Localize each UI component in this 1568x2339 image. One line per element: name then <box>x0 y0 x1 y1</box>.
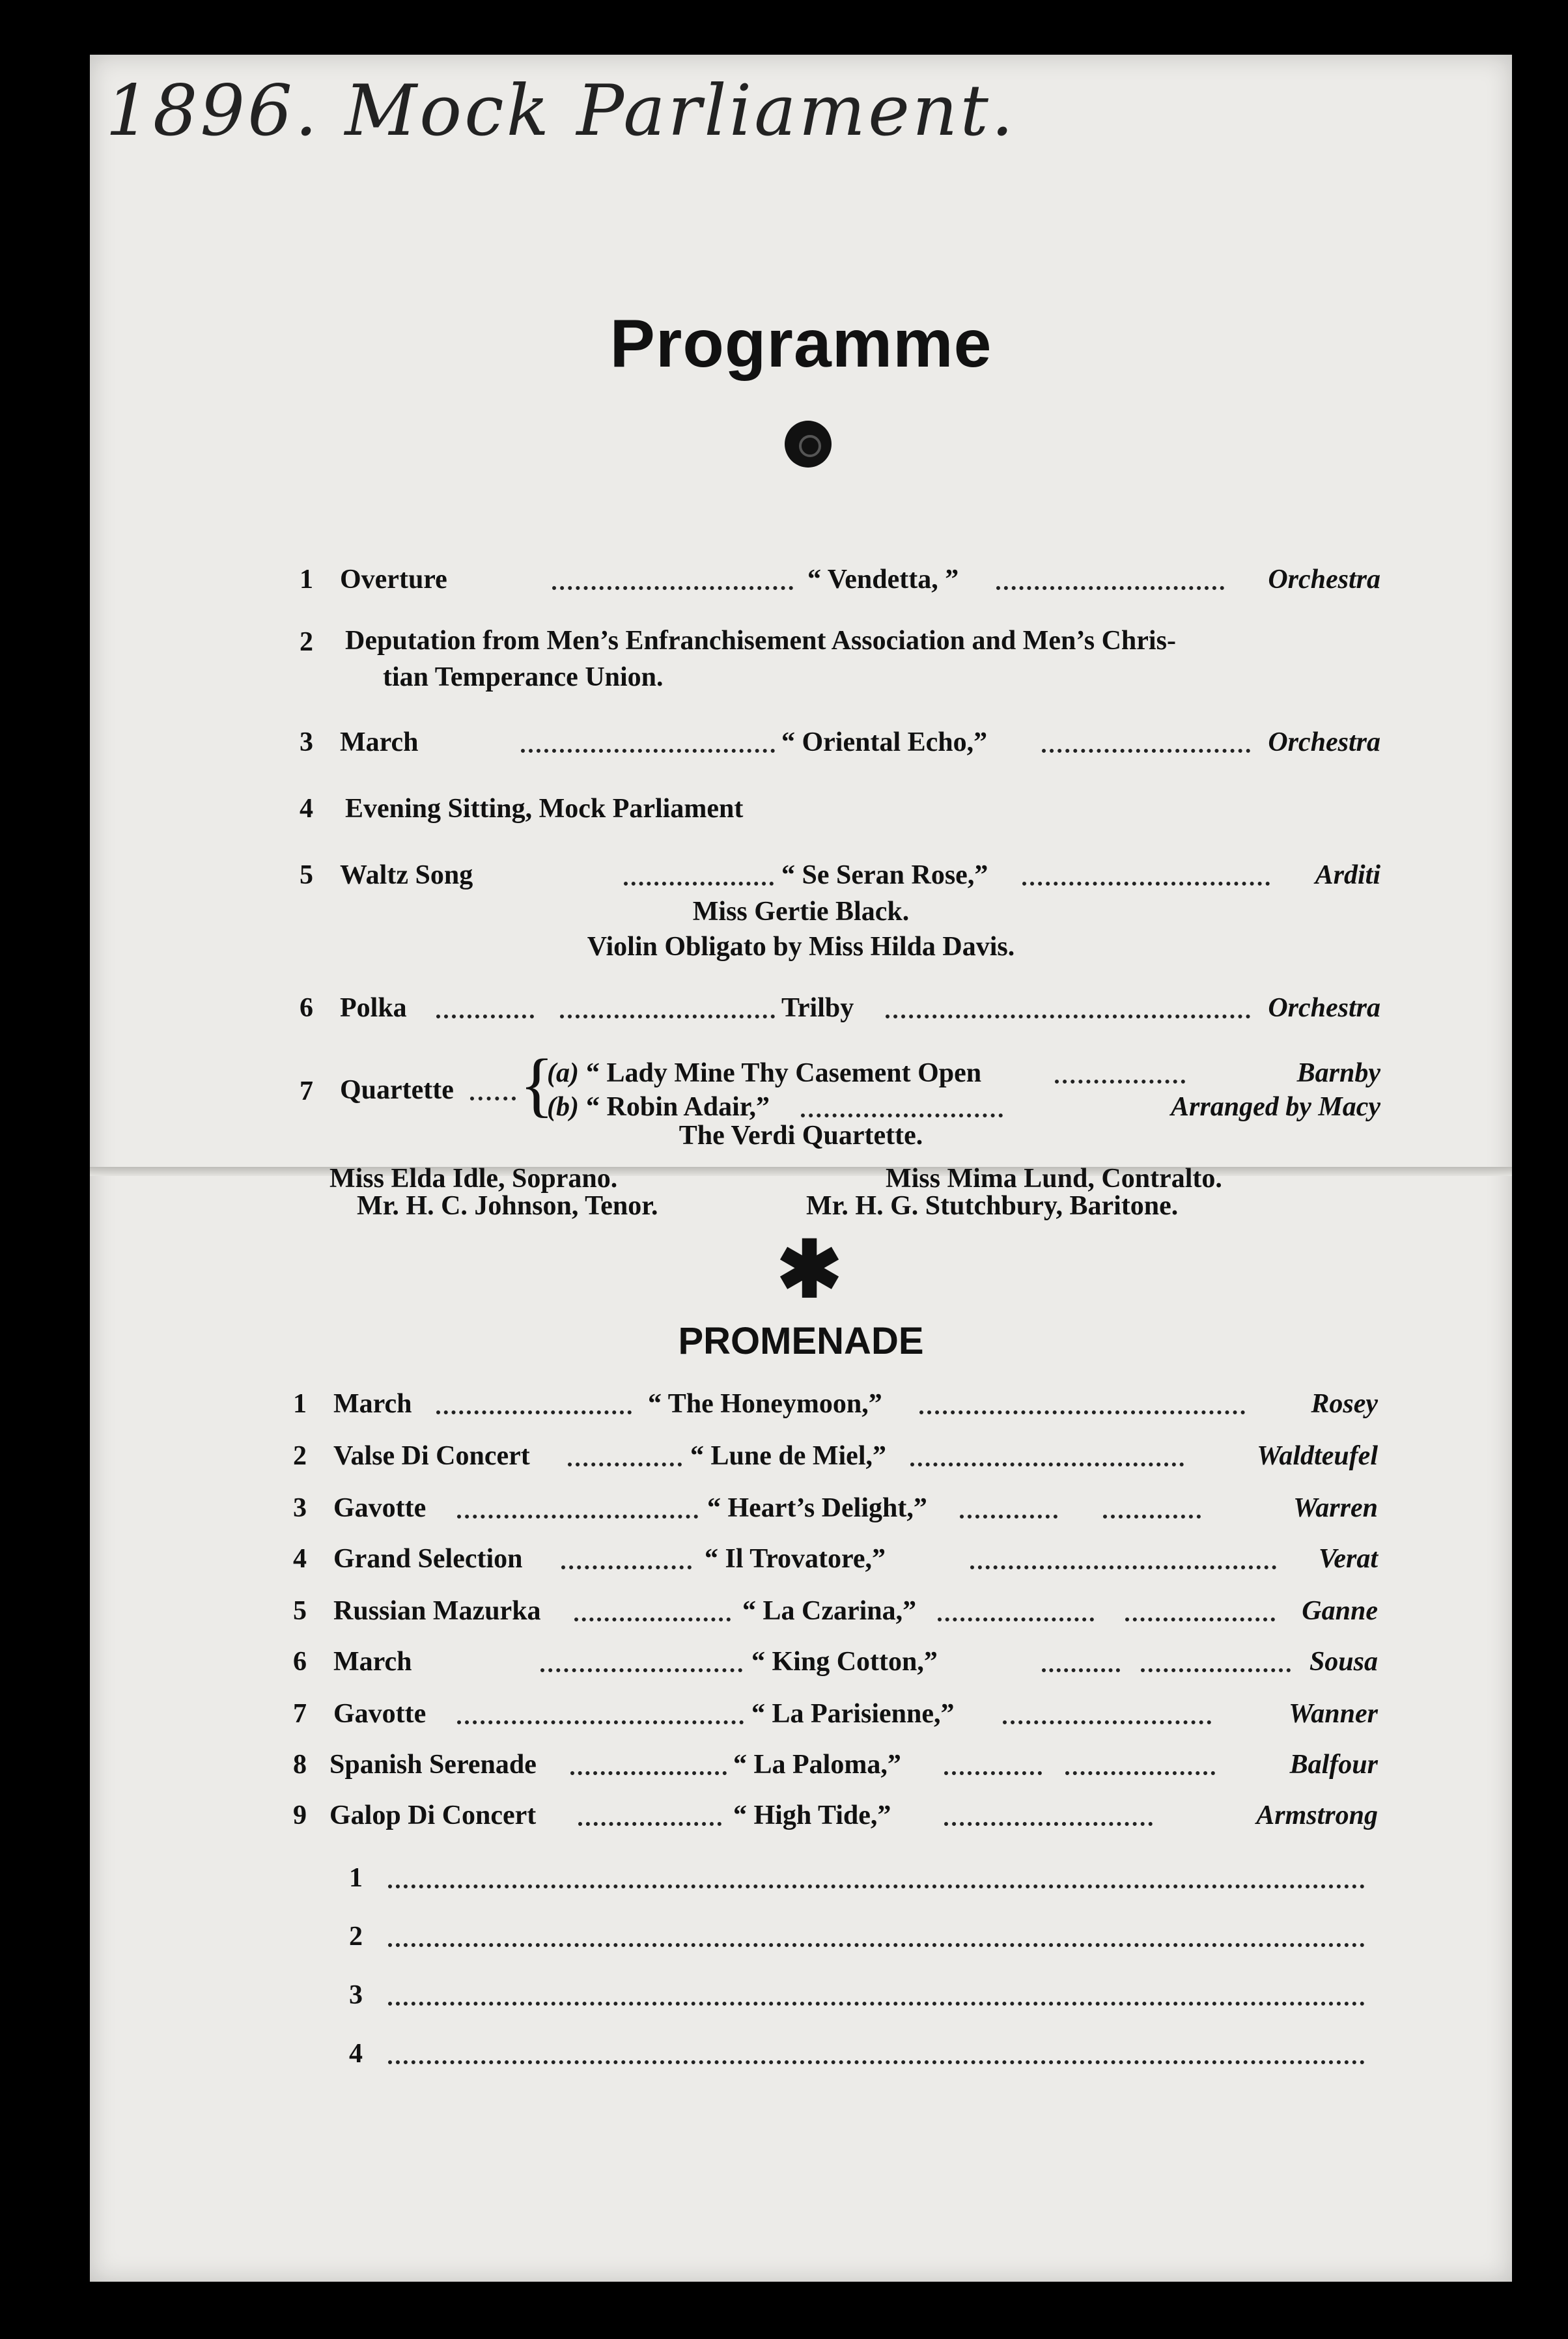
promenade-item <box>293 1543 1378 1582</box>
item-piece: Spanish Serenade <box>329 1750 537 1780</box>
item-composer: Warren <box>1293 1493 1378 1523</box>
item-composer: Sousa <box>1309 1647 1378 1677</box>
item-piece: March <box>333 1389 412 1419</box>
promenade-item <box>293 1595 1378 1634</box>
handwritten-note: 1896. Mock Parliament. <box>105 70 1016 152</box>
leader-dots <box>570 1749 727 1775</box>
item-a-label: (a) <box>547 1058 579 1088</box>
singer: Miss Mima Lund, Contralto. <box>886 1164 1222 1194</box>
leader-dots <box>388 1921 1365 1947</box>
leader-dots <box>552 564 793 590</box>
item-title: “ Oriental Echo,” <box>781 727 988 757</box>
programme-item <box>300 860 1380 899</box>
item-title: “ The Honeymoon,” <box>648 1389 882 1419</box>
blank-line <box>349 1980 1367 2019</box>
leader-dots <box>938 1595 1094 1621</box>
item-number: 1 <box>293 1389 307 1419</box>
item-piece: March <box>333 1647 412 1677</box>
item-title: “ Vendetta, ” <box>807 565 959 595</box>
item-text: tian Temperance Union. <box>383 662 664 692</box>
item-number: 2 <box>300 627 313 657</box>
leader-dots <box>1055 1057 1185 1084</box>
leader-dots <box>944 1749 1042 1775</box>
item-subline: Miss Gertie Black. <box>692 897 910 927</box>
item-number: 1 <box>300 565 313 595</box>
leader-dots <box>574 1595 731 1621</box>
item-title: “ High Tide,” <box>733 1800 891 1830</box>
blank-line <box>349 1862 1367 1901</box>
item-composer: Waldteufel <box>1257 1441 1378 1471</box>
leader-dots <box>886 992 1250 1018</box>
leader-dots <box>470 1074 516 1100</box>
promenade-item <box>293 1698 1378 1737</box>
item-title: “ La Paloma,” <box>733 1750 901 1780</box>
leader-dots <box>568 1440 682 1466</box>
item-number: 7 <box>300 1076 313 1106</box>
item-piece: Quartette <box>340 1075 454 1105</box>
leader-dots <box>1125 1595 1275 1621</box>
item-title: “ Lune de Miel,” <box>690 1441 886 1471</box>
promenade-title: PROMENADE <box>678 1320 924 1362</box>
paper-fold <box>90 1167 1512 1176</box>
singer: Mr. H. C. Johnson, Tenor. <box>357 1191 658 1221</box>
leader-dots <box>1065 1749 1215 1775</box>
item-number: 4 <box>293 1544 307 1574</box>
item-piece: Overture <box>340 565 447 595</box>
item-number: 5 <box>293 1596 307 1626</box>
item-number: 6 <box>293 1647 307 1677</box>
item-title: “ La Czarina,” <box>742 1596 917 1626</box>
leader-dots <box>388 1862 1365 1888</box>
item-b-title: “ Robin Adair,” <box>586 1092 770 1122</box>
item-number: 3 <box>300 727 313 757</box>
leader-dots <box>388 1980 1365 2006</box>
singer: Miss Elda Idle, Soprano. <box>329 1164 618 1194</box>
leader-dots <box>388 2038 1365 2064</box>
item-composer: Balfour <box>1289 1750 1378 1780</box>
leader-dots <box>1042 1646 1120 1672</box>
promenade-item <box>293 1646 1378 1685</box>
item-piece: Grand Selection <box>333 1544 523 1574</box>
item-a-performer: Barnby <box>1296 1058 1380 1088</box>
item-piece: Galop Di Concert <box>329 1800 537 1830</box>
item-number: 4 <box>349 2039 363 2069</box>
item-number: 3 <box>349 1980 363 2010</box>
item-composer: Verat <box>1318 1544 1378 1574</box>
leader-dots <box>540 1646 742 1672</box>
singer: Mr. H. G. Stutchbury, Baritone. <box>806 1191 1179 1221</box>
leader-dots <box>436 992 534 1018</box>
item-b-performer: Arranged by Macy <box>1171 1092 1380 1122</box>
item-number: 4 <box>300 794 313 824</box>
asterisk-icon: ✱ <box>776 1227 843 1313</box>
item-title: “ Il Trovatore,” <box>705 1544 886 1574</box>
leader-dots <box>910 1440 1184 1466</box>
item-subline: Violin Obligato by Miss Hilda Davis. <box>587 932 1015 962</box>
promenade-item <box>293 1800 1378 1839</box>
promenade-item <box>293 1749 1378 1788</box>
item-piece: Waltz Song <box>340 860 473 890</box>
leader-dots <box>436 1388 632 1414</box>
leader-dots <box>624 860 774 886</box>
item-number: 6 <box>300 993 313 1023</box>
item-composer: Wanner <box>1289 1699 1378 1729</box>
programme-title: Programme <box>609 306 992 382</box>
promenade-item <box>293 1492 1378 1532</box>
promenade-item <box>293 1440 1378 1479</box>
leader-dots <box>1003 1698 1211 1724</box>
item-piece: Polka <box>340 993 407 1023</box>
leader-dots <box>457 1698 744 1724</box>
item-number: 3 <box>293 1493 307 1523</box>
item-text: Evening Sitting, Mock Parliament <box>345 794 744 824</box>
leader-dots <box>1042 727 1250 753</box>
leader-dots <box>561 1543 692 1569</box>
leader-dots <box>970 1543 1276 1569</box>
item-title: Trilby <box>781 993 854 1023</box>
leader-dots <box>1103 1492 1201 1519</box>
leader-dots <box>801 1091 1003 1117</box>
leader-dots <box>457 1492 698 1519</box>
brace-icon: { <box>520 1044 554 1124</box>
item-piece: Gavotte <box>333 1493 427 1523</box>
group-name: The Verdi Quartette. <box>679 1121 923 1151</box>
leader-dots <box>521 727 775 753</box>
item-title: “ King Cotton,” <box>751 1647 938 1677</box>
leader-dots <box>560 992 775 1018</box>
programme-item <box>300 564 1380 603</box>
item-composer: Ganne <box>1302 1596 1378 1626</box>
leader-dots <box>944 1800 1153 1826</box>
programme-item <box>300 793 1380 832</box>
item-text: Deputation from Men’s Enfranchisement Association and Men’s Chris- <box>345 626 1176 656</box>
item-a-title: “ Lady Mine Thy Casement Open <box>586 1058 982 1088</box>
ornament-icon <box>785 421 832 468</box>
programme-sheet <box>90 55 1512 2282</box>
item-performer: Orchestra <box>1268 993 1380 1023</box>
leader-dots <box>996 564 1224 590</box>
item-number: 2 <box>293 1441 307 1471</box>
leader-dots <box>1141 1646 1291 1672</box>
item-piece: March <box>340 727 419 757</box>
item-number: 5 <box>300 860 313 890</box>
item-performer: Orchestra <box>1268 727 1380 757</box>
item-performer: Arditi <box>1315 860 1380 890</box>
promenade-item <box>293 1388 1378 1427</box>
item-piece: Valse Di Concert <box>333 1441 530 1471</box>
item-number: 8 <box>293 1750 307 1780</box>
item-composer: Armstrong <box>1256 1800 1378 1830</box>
blank-line <box>349 1921 1367 1960</box>
leader-dots <box>960 1492 1057 1519</box>
programme-item <box>300 727 1380 766</box>
item-piece: Russian Mazurka <box>333 1596 541 1626</box>
item-composer: Rosey <box>1311 1389 1378 1419</box>
item-number: 7 <box>293 1699 307 1729</box>
item-number: 9 <box>293 1800 307 1830</box>
leader-dots <box>578 1800 721 1826</box>
item-piece: Gavotte <box>333 1699 427 1729</box>
programme-item <box>300 992 1380 1031</box>
item-title: “ La Parisienne,” <box>751 1699 955 1729</box>
leader-dots <box>1022 860 1270 886</box>
blank-line <box>349 2038 1367 2077</box>
leader-dots <box>919 1388 1245 1414</box>
item-title: “ Se Seran Rose,” <box>781 860 988 890</box>
item-number: 2 <box>349 1922 363 1952</box>
item-number: 1 <box>349 1863 363 1893</box>
item-b-label: (b) <box>547 1092 579 1122</box>
item-performer: Orchestra <box>1268 565 1380 595</box>
item-title: “ Heart’s Delight,” <box>707 1493 927 1523</box>
